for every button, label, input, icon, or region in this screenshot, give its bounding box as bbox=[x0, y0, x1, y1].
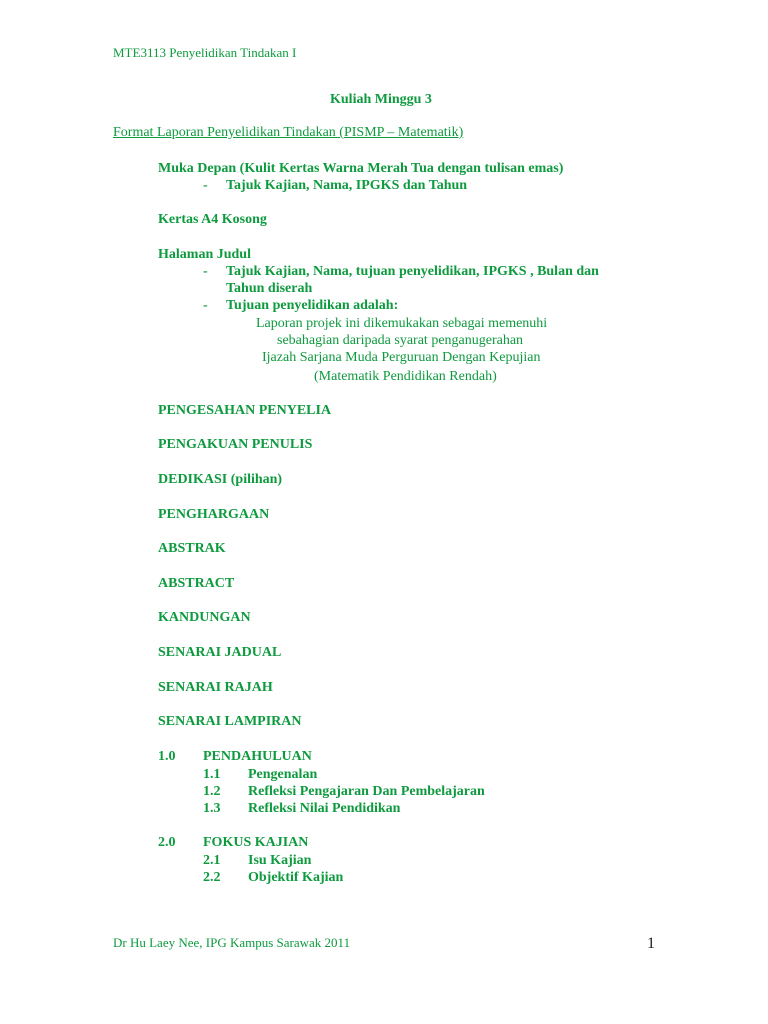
running-header: MTE3113 Penyelidikan Tindakan I bbox=[113, 45, 297, 60]
subchapter-number: 2.1 bbox=[203, 853, 221, 868]
page-subtitle: Format Laporan Penyelidikan Tindakan (PISMP – Matematik) bbox=[113, 125, 464, 140]
subchapter-title: Objektif Kajian bbox=[248, 870, 344, 885]
subchapter-title: Refleksi Pengajaran Dan Pembelajaran bbox=[248, 784, 485, 799]
chapter-title: PENDAHULUAN bbox=[203, 749, 312, 764]
chapter-number: 2.0 bbox=[158, 835, 176, 850]
page-number: 1 bbox=[647, 935, 655, 952]
muka-depan-heading: Muka Depan (Kulit Kertas Warna Merah Tua dengan tulisan emas) bbox=[158, 161, 564, 176]
section-heading: ABSTRACT bbox=[158, 576, 235, 591]
purpose-line: sebahagian daripada syarat penganugerahan bbox=[277, 333, 524, 348]
halaman-judul-item-line2: Tahun diserah bbox=[226, 281, 313, 296]
subchapter-title: Refleksi Nilai Pendidikan bbox=[248, 801, 401, 816]
tujuan-heading: Tujuan penyelidikan adalah: bbox=[226, 298, 399, 313]
subchapter-title: Pengenalan bbox=[248, 767, 318, 782]
purpose-line: (Matematik Pendidikan Rendah) bbox=[314, 369, 497, 384]
bullet-dash: - bbox=[203, 298, 208, 313]
kertas-heading: Kertas A4 Kosong bbox=[158, 212, 267, 227]
bullet-dash: - bbox=[203, 264, 208, 279]
chapter-title: FOKUS KAJIAN bbox=[203, 835, 309, 850]
section-heading: PENGHARGAAN bbox=[158, 507, 270, 522]
section-heading: PENGESAHAN PENYELIA bbox=[158, 403, 332, 418]
halaman-judul-item-line1: Tajuk Kajian, Nama, tujuan penyelidikan, IPGKS , Bulan dan bbox=[226, 264, 599, 279]
muka-depan-item: Tajuk Kajian, Nama, IPGKS dan Tahun bbox=[226, 178, 468, 193]
section-heading: SENARAI JADUAL bbox=[158, 645, 282, 660]
page-title: Kuliah Minggu 3 bbox=[330, 92, 432, 107]
subchapter-number: 2.2 bbox=[203, 870, 221, 885]
section-heading: SENARAI RAJAH bbox=[158, 680, 273, 695]
subchapter-number: 1.1 bbox=[203, 767, 221, 782]
subchapter-number: 1.3 bbox=[203, 801, 221, 816]
bullet-dash: - bbox=[203, 178, 208, 193]
section-heading: KANDUNGAN bbox=[158, 610, 251, 625]
section-heading: DEDIKASI (pilihan) bbox=[158, 472, 283, 487]
purpose-line: Ijazah Sarjana Muda Perguruan Dengan Kepujian bbox=[262, 350, 541, 365]
running-footer: Dr Hu Laey Nee, IPG Kampus Sarawak 2011 bbox=[113, 935, 351, 950]
chapter-number: 1.0 bbox=[158, 749, 176, 764]
section-heading: PENGAKUAN PENULIS bbox=[158, 437, 313, 452]
subchapter-title: Isu Kajian bbox=[248, 853, 312, 868]
section-heading: ABSTRAK bbox=[158, 541, 226, 556]
section-heading: SENARAI LAMPIRAN bbox=[158, 714, 302, 729]
subchapter-number: 1.2 bbox=[203, 784, 221, 799]
halaman-judul-heading: Halaman Judul bbox=[158, 247, 251, 262]
purpose-line: Laporan projek ini dikemukakan sebagai memenuhi bbox=[256, 316, 548, 331]
